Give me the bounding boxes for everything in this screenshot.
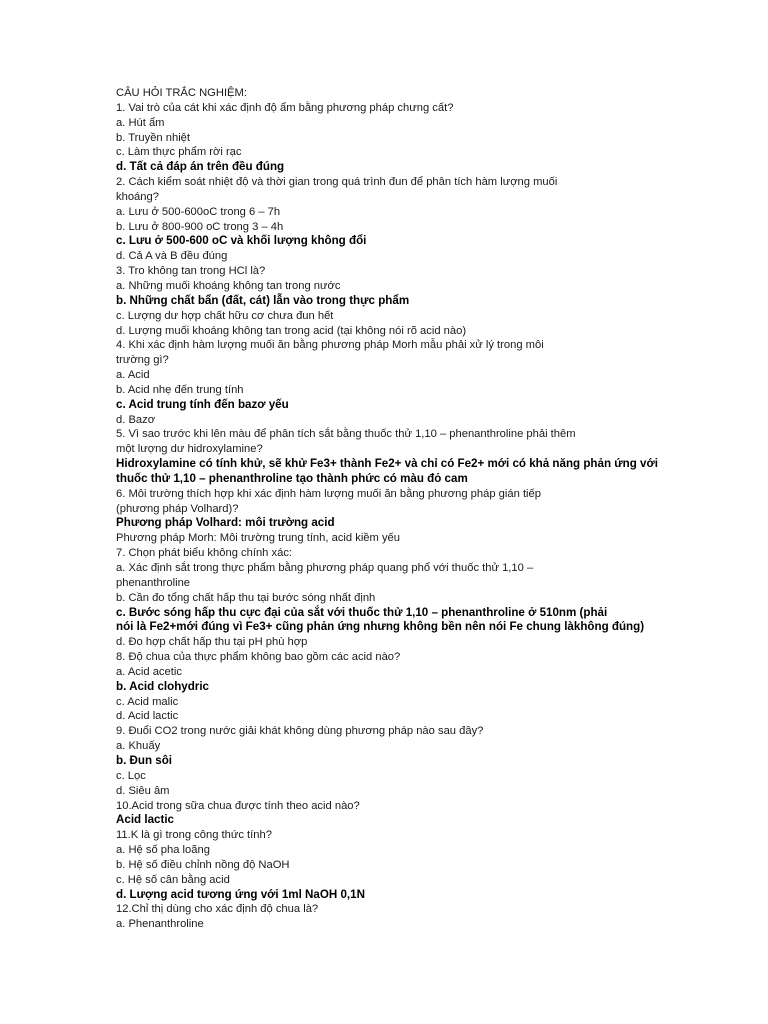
answer-line: b. Những chất bẩn (đất, cát) lẫn vào trong thực phẩm <box>116 293 410 307</box>
answer-line: c. Acid trung tính đến bazơ yếu <box>116 397 289 411</box>
answer-line: c. Bước sóng hấp thu cực đại của sắt với thuốc thử 1,10 – phenanthroline ở 510nm (phải <box>116 605 608 619</box>
text-line: 10.Acid trong sữa chua được tính theo acid nào? <box>116 799 360 812</box>
text-line: b. Cần đo tổng chất hấp thu tại bước sóng nhất định <box>116 591 376 604</box>
text-line: b. Lưu ở 800-900 oC trong 3 – 4h <box>116 220 284 233</box>
text-line: 2. Cách kiểm soát nhiệt độ và thời gian trong quá trình đun để phân tích hàm lượng muối <box>116 176 558 189</box>
answer-line: c. Lưu ở 500-600 oC và khối lượng không đổi <box>116 234 367 248</box>
text-line: d. Siêu âm <box>116 784 170 797</box>
text-line: 4. Khi xác định hàm lượng muối ăn bằng phương pháp Morh mẫu phải xử lý trong môi <box>116 339 544 352</box>
text-line: a. Hệ số pha loãng <box>116 844 210 857</box>
text-line: 7. Chọn phát biểu không chính xác: <box>116 547 293 560</box>
answer-line: nói là Fe2+mới đúng vì Fe3+ cũng phản ứng nhưng không bền nên nói Fe chung làkhông đúng) <box>116 620 645 634</box>
text-line: Phương pháp Morh: Môi trường trung tính, acid kiềm yếu <box>116 532 400 545</box>
text-line: phenanthroline <box>116 576 191 589</box>
answer-line: b. Acid clohydric <box>116 679 209 693</box>
text-line: 1. Vai trò của cát khi xác định độ ẩm bằng phương pháp chưng cất? <box>116 101 454 114</box>
text-line: (phương pháp Volhard)? <box>116 502 239 515</box>
text-line: 5. Vì sao trước khi lên màu để phân tích sắt bằng thuốc thử 1,10 – phenanthroline phải thêm <box>116 428 576 441</box>
text-line: a. Phenanthroline <box>116 918 204 931</box>
text-line: c. Acid malic <box>116 695 179 708</box>
answer-line: thuốc thử 1,10 – phenanthroline tạo thành phức có màu đỏ cam <box>116 471 468 485</box>
text-line: b. Truyền nhiệt <box>116 131 191 144</box>
answer-line: d. Tất cả đáp án trên đều đúng <box>116 160 285 174</box>
text-line: a. Hút ẩm <box>116 116 165 129</box>
text-line: d. Lượng muối khoáng không tan trong acid (tại không nói rõ acid nào) <box>116 324 467 337</box>
text-line: c. Lọc <box>116 769 146 782</box>
text-line: 6. Môi trường thích hợp khi xác định hàm lượng muối ăn bằng phương pháp gián tiếp <box>116 487 541 500</box>
text-line: c. Làm thực phẩm rời rạc <box>116 146 242 159</box>
text-line: 12.Chỉ thị dùng cho xác định độ chua là? <box>116 903 319 916</box>
text-line: 8. Độ chua của thực phẩm không bao gồm các acid nào? <box>116 651 401 664</box>
answer-line: Acid lactic <box>116 813 174 827</box>
text-line: b. Hệ số điều chỉnh nồng độ NaOH <box>116 858 290 871</box>
text-line: a. Acid <box>116 369 150 382</box>
text-line: CÂU HỎI TRẮC NGHIỆM: <box>116 87 247 99</box>
answer-line: Phương pháp Volhard: môi trường acid <box>116 516 335 530</box>
text-line: 3. Tro không tan trong HCl là? <box>116 265 266 278</box>
document-page <box>116 86 736 932</box>
text-line: a. Khuấy <box>116 740 161 753</box>
text-line: 11.K là gì trong công thức tính? <box>116 829 272 842</box>
text-line: khoáng? <box>116 190 159 203</box>
text-line: a. Những muối khoáng không tan trong nước <box>116 279 341 292</box>
text-line: một lượng dư hidroxylamine? <box>116 443 263 456</box>
answer-line: Hidroxylamine có tính khử, sẽ khử Fe3+ thành Fe2+ và chỉ có Fe2+ mới có khả năng phản ứng với <box>116 457 658 471</box>
text-line: trường gì? <box>116 354 169 367</box>
text-line: d. Bazơ <box>116 413 156 426</box>
text-line: c. Lượng dư hợp chất hữu cơ chưa đun hết <box>116 309 334 322</box>
text-line: a. Lưu ở 500-600oC trong 6 – 7h <box>116 205 281 218</box>
text-line: d. Acid lactic <box>116 710 179 723</box>
text-line: d. Cả A và B đều đúng <box>116 250 228 263</box>
answer-line: d. Lượng acid tương ứng với 1ml NaOH 0,1N <box>116 887 365 901</box>
text-line: a. Xác định sắt trong thực phẩm bằng phương pháp quang phổ với thuốc thử 1,10 – <box>116 562 534 574</box>
text-line: c. Hệ số cân bằng acid <box>116 873 230 886</box>
text-line: d. Đo hợp chất hấp thu tại pH phù hợp <box>116 636 308 649</box>
text-line: b. Acid nhẹ đến trung tính <box>116 383 244 396</box>
text-line: a. Acid acetic <box>116 665 182 678</box>
text-line: 9. Đuổi CO2 trong nước giải khát không dùng phương pháp nào sau đây? <box>116 725 484 738</box>
answer-line: b. Đun sôi <box>116 753 173 767</box>
